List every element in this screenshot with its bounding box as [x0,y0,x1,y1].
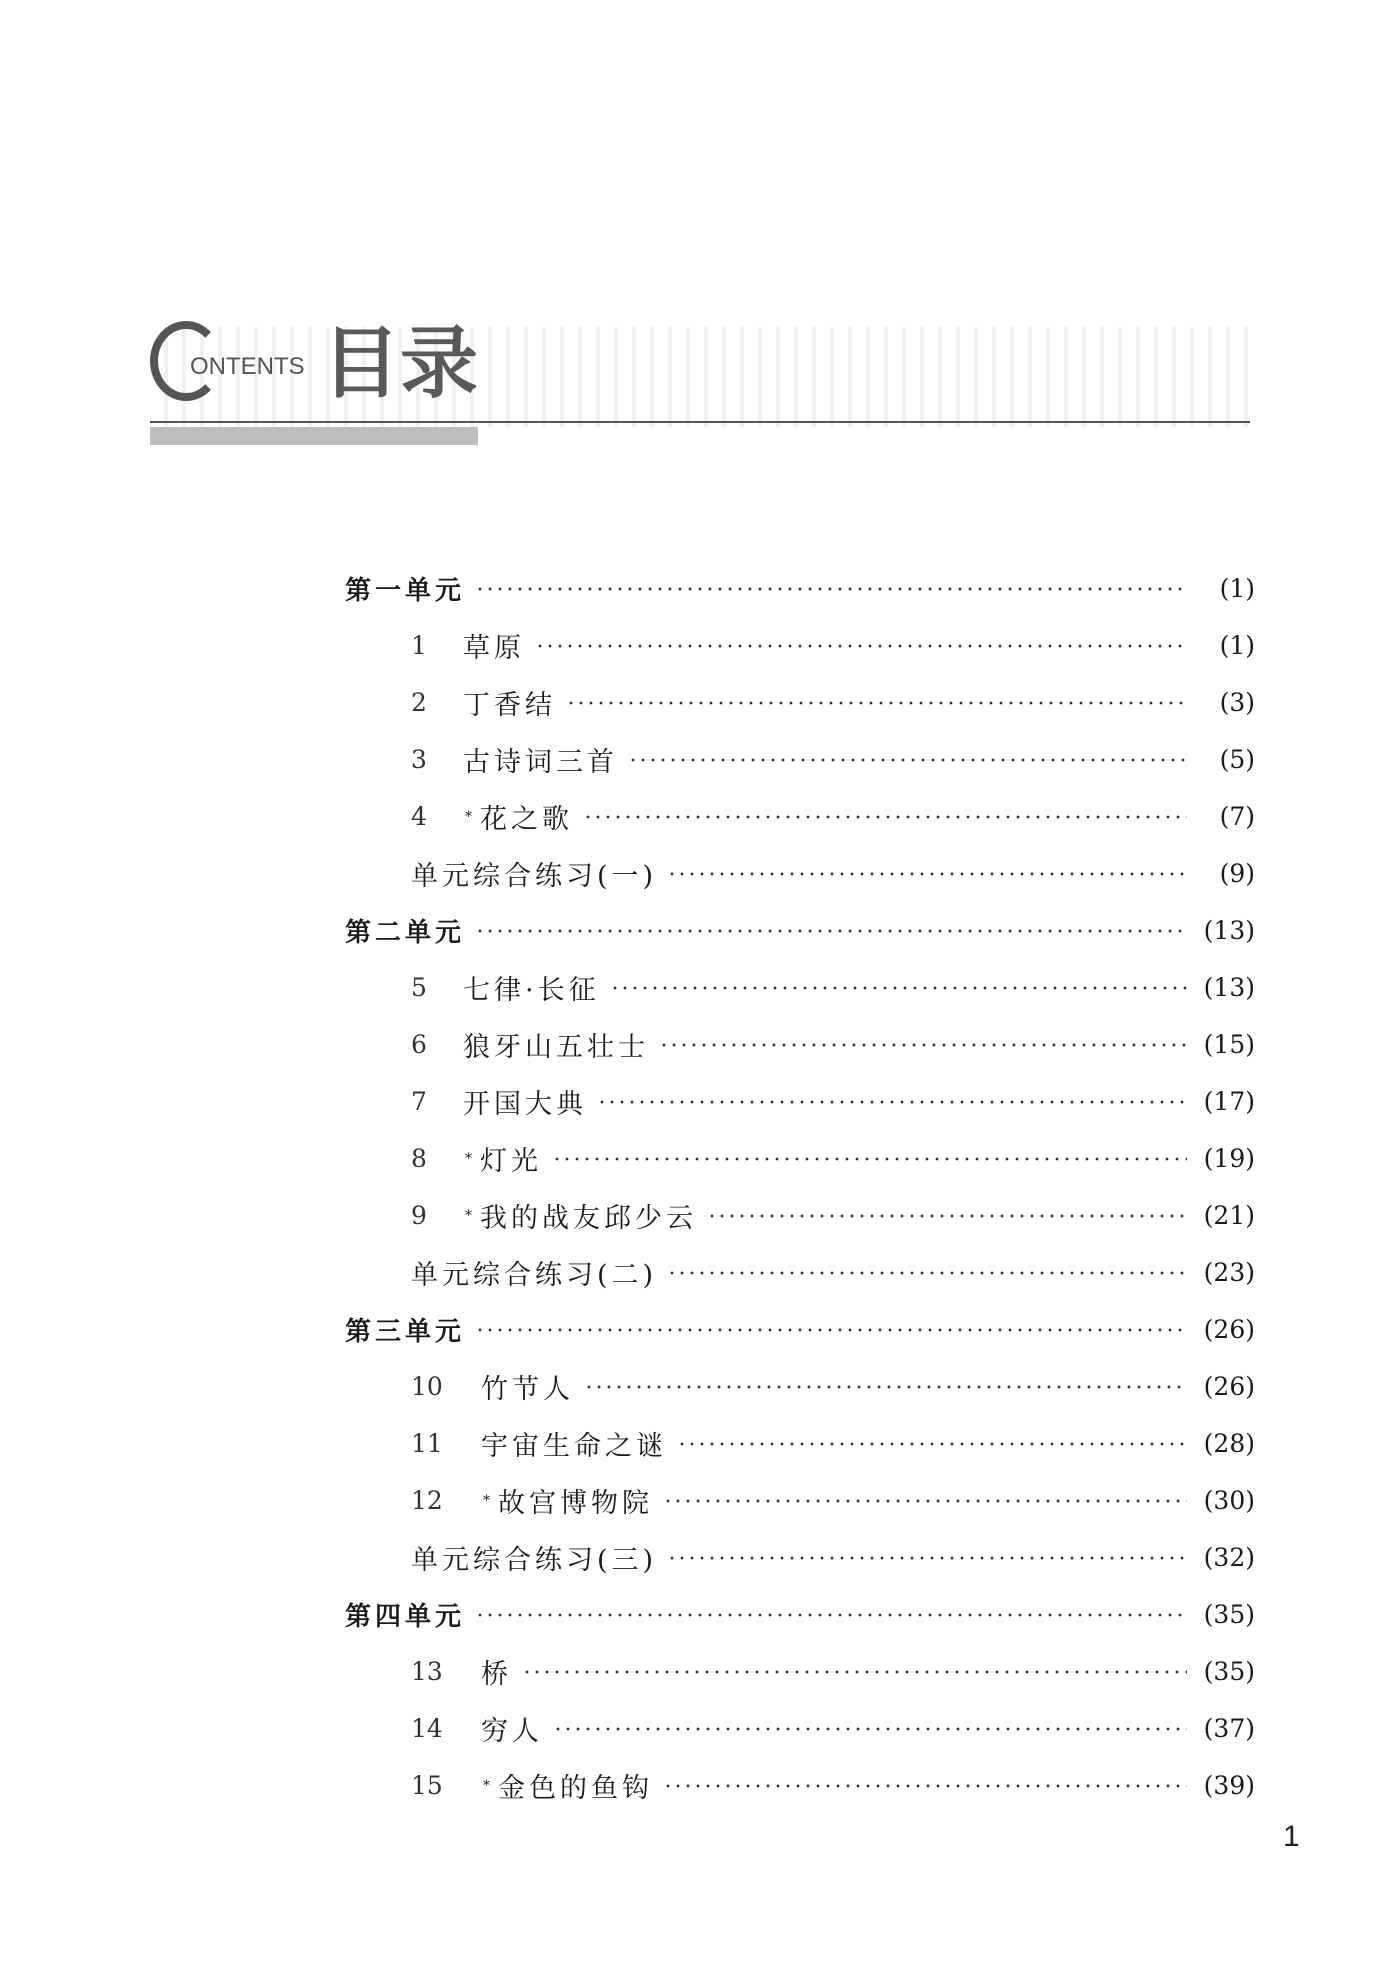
toc-entry-title: 花之歌 [480,804,573,835]
header-stripe-background [150,327,1250,427]
toc-entry-title: 金色的鱼钩 [498,1773,653,1804]
toc-entry-title: 宇宙生命之谜 [481,1431,667,1462]
optional-lesson-marker: * [465,1207,472,1224]
dot-leader [667,1556,1187,1560]
toc-exercise-row[interactable] [345,845,1255,902]
toc-entry-title: 丁香结 [463,690,556,721]
toc-exercise-row[interactable] [345,1529,1255,1586]
dot-leader [628,758,1187,762]
header-rule [150,421,1250,423]
toc-entry-title: 故宫博物院 [498,1488,653,1519]
toc-page-ref: (35) [1203,1600,1255,1629]
toc-entry-title: 我的战友邱少云 [480,1203,697,1234]
dot-leader [553,1727,1187,1731]
toc-page-ref: (13) [1203,916,1255,945]
contents-word: ONTENTS [190,353,305,380]
dot-leader [522,1670,1187,1674]
toc-lesson-row[interactable] [345,1187,1255,1244]
toc-page-ref: (23) [1203,1258,1255,1287]
toc-entry-title: 古诗词三首 [463,747,618,778]
lesson-number: 12 [411,1486,443,1515]
toc-page-ref: (1) [1219,631,1255,660]
dot-leader [663,1784,1187,1788]
toc-lesson-row[interactable] [345,617,1255,674]
toc-page-ref: (5) [1219,745,1255,774]
toc-entry-title: 狼牙山五壮士 [463,1032,649,1063]
toc-page-ref: (21) [1203,1201,1255,1230]
dot-leader [475,1613,1187,1617]
toc-unit-row[interactable] [345,1301,1255,1358]
toc-page-ref: (9) [1219,859,1255,888]
toc-page-ref: (13) [1203,973,1255,1002]
toc-page-ref: (7) [1219,802,1255,831]
dot-leader [475,929,1187,933]
toc-page-ref: (37) [1203,1714,1255,1743]
dot-leader [610,986,1187,990]
toc-entry-title: 单元综合练习(一) [411,861,658,892]
contents-header [150,315,1250,455]
lesson-number: 15 [411,1771,443,1800]
toc-lesson-row[interactable] [345,788,1255,845]
toc-lesson-row[interactable] [345,1472,1255,1529]
toc-page-ref: (15) [1203,1030,1255,1059]
toc-entry-title: 桥 [481,1659,512,1690]
toc-entry-title: 开国大典 [463,1089,587,1120]
dot-leader [677,1442,1187,1446]
dot-leader [583,815,1187,819]
toc-page-ref: (17) [1203,1087,1255,1116]
lesson-number: 14 [411,1714,443,1743]
toc-lesson-row[interactable] [345,1415,1255,1472]
table-of-contents [345,560,1255,1814]
dot-leader [663,1499,1187,1503]
toc-entry-title: 草原 [463,633,525,664]
toc-lesson-row[interactable] [345,674,1255,731]
lesson-number: 5 [411,973,427,1002]
toc-entry-title: 穷人 [481,1716,543,1747]
lesson-number: 3 [411,745,427,774]
toc-unit-row[interactable] [345,902,1255,959]
lesson-number: 9 [411,1201,427,1230]
toc-entry-title: 单元综合练习(二) [411,1260,658,1291]
toc-lesson-row[interactable] [345,1358,1255,1415]
toc-lesson-row[interactable] [345,1016,1255,1073]
toc-page-ref: (19) [1203,1144,1255,1173]
toc-page-ref: (26) [1203,1315,1255,1344]
toc-lesson-row[interactable] [345,1700,1255,1757]
optional-lesson-marker: * [465,1150,472,1167]
toc-page-ref: (35) [1203,1657,1255,1686]
dot-leader [552,1157,1187,1161]
toc-lesson-row[interactable] [345,1073,1255,1130]
optional-lesson-marker: * [483,1492,490,1509]
dot-leader [475,1328,1187,1332]
dot-leader [667,872,1187,876]
page-title: 目录 [322,319,479,409]
lesson-number: 8 [411,1144,427,1173]
toc-entry-title: 七律·长征 [463,975,600,1006]
toc-entry-title: 灯光 [480,1146,542,1177]
toc-lesson-row[interactable] [345,1643,1255,1700]
lesson-number: 13 [411,1657,443,1686]
dot-leader [707,1214,1187,1218]
lesson-number: 4 [411,802,427,831]
header-accent-bar [150,427,478,445]
toc-page-ref: (30) [1203,1486,1255,1515]
toc-page-ref: (28) [1203,1429,1255,1458]
toc-page-ref: (32) [1203,1543,1255,1572]
toc-lesson-row[interactable] [345,731,1255,788]
toc-entry-title: 单元综合练习(三) [411,1545,658,1576]
optional-lesson-marker: * [483,1777,490,1794]
toc-exercise-row[interactable] [345,1244,1255,1301]
toc-page-ref: (39) [1203,1771,1255,1800]
lesson-number: 10 [411,1372,443,1401]
page-number: 1 [1283,1820,1300,1853]
lesson-number: 6 [411,1030,427,1059]
toc-entry-title: 第一单元 [345,576,466,606]
dot-leader [475,587,1187,591]
toc-unit-row[interactable] [345,1586,1255,1643]
lesson-number: 11 [411,1429,443,1458]
toc-entry-title: 竹节人 [481,1374,574,1405]
toc-lesson-row[interactable] [345,1757,1255,1814]
dot-leader [597,1100,1187,1104]
dot-leader [584,1385,1187,1389]
optional-lesson-marker: * [465,808,472,825]
toc-entry-title: 第二单元 [345,918,466,948]
toc-entry-title: 第四单元 [345,1602,466,1632]
toc-lesson-row[interactable] [345,959,1255,1016]
dot-leader [667,1271,1187,1275]
toc-page-ref: (3) [1219,688,1255,717]
lesson-number: 7 [411,1087,427,1116]
toc-unit-row[interactable] [345,560,1255,617]
dot-leader [659,1043,1187,1047]
dot-leader [535,644,1187,648]
dot-leader [566,701,1187,705]
toc-page-ref: (1) [1219,574,1255,603]
lesson-number: 2 [411,688,427,717]
toc-page-ref: (26) [1203,1372,1255,1401]
lesson-number: 1 [411,631,427,660]
toc-entry-title: 第三单元 [345,1317,466,1347]
toc-lesson-row[interactable] [345,1130,1255,1187]
